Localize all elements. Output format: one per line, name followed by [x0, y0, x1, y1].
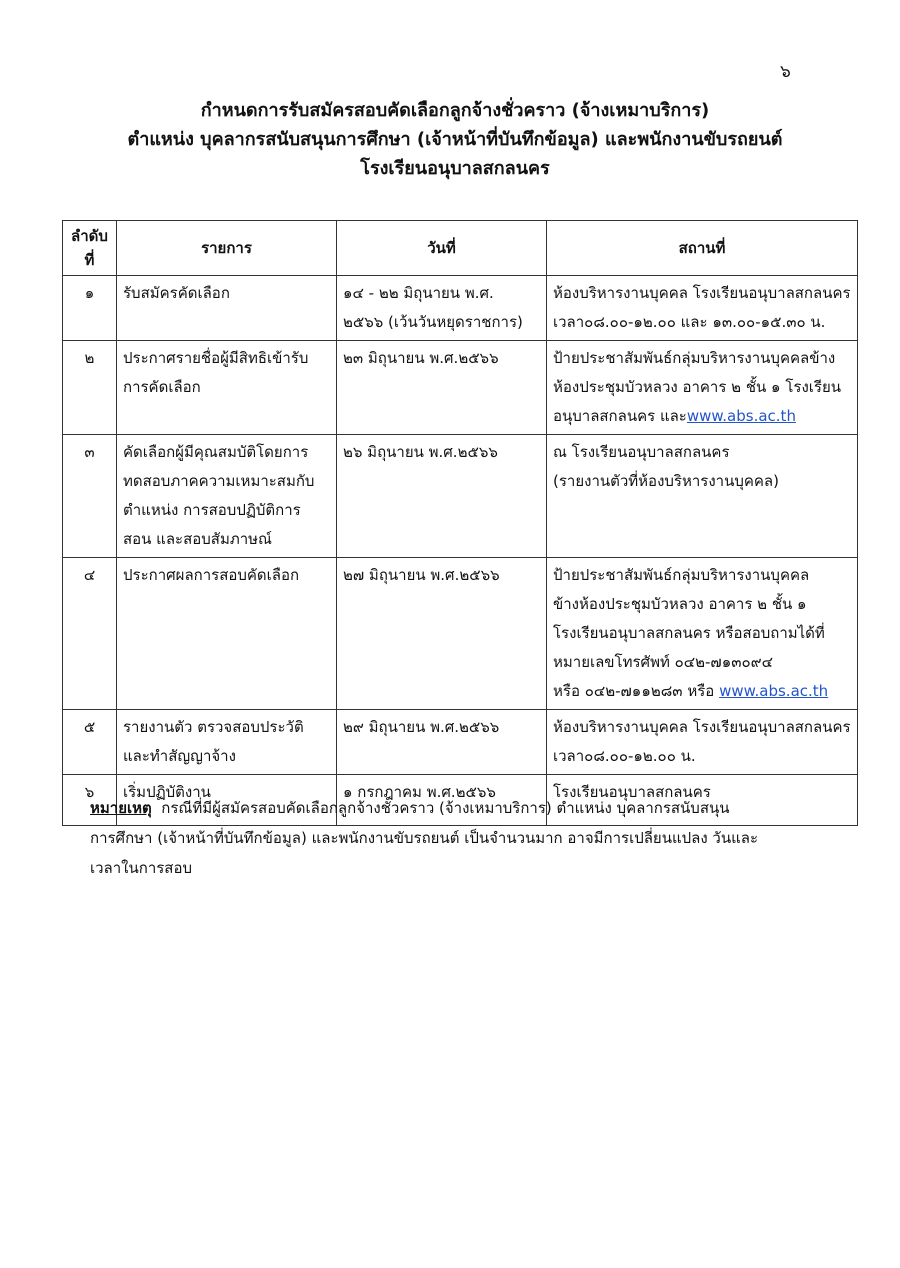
header-no-line-1: ลำดับ: [71, 227, 108, 245]
table-row: [63, 710, 858, 775]
website-link[interactable]: www.abs.ac.th: [719, 682, 829, 700]
row-number: ๔: [63, 558, 117, 710]
note-line-3: เวลาในการสอบ: [90, 859, 192, 877]
place-line: ห้องประชุมบัวหลวง อาคาร ๒ ชั้น ๑ โรงเรียน: [553, 378, 841, 396]
row-date: [337, 276, 547, 341]
row-item: [117, 341, 337, 435]
row-number: ๖: [63, 775, 117, 826]
date-line: ๒๗ มิถุนายน พ.ศ.๒๕๖๖: [343, 566, 500, 584]
row-date: [337, 558, 547, 710]
place-line: โรงเรียนอนุบาลสกลนคร: [553, 783, 711, 801]
document-title: [60, 96, 850, 183]
row-item: [117, 276, 337, 341]
header-place: สถานที่: [547, 221, 858, 276]
schedule-table: [62, 220, 858, 826]
place-text: อนุบาลสกลนคร และ: [553, 407, 687, 425]
place-line: โรงเรียนอนุบาลสกลนคร หรือสอบถามได้ที่: [553, 624, 825, 642]
row-number: ๕: [63, 710, 117, 775]
title-line-2: ตำแหน่ง บุคลากรสนับสนุนการศึกษา (เจ้าหน้าที่บันทึกข้อมูล) และพนักงานขับรถยนต์: [127, 129, 783, 150]
item-line: ประกาศรายชื่อผู้มีสิทธิเข้ารับ: [123, 349, 309, 367]
table-row: [63, 558, 858, 710]
note-line-2: การศึกษา (เจ้าหน้าที่บันทึกข้อมูล) และพนักงานขับรถยนต์ เป็นจำนวนมาก อาจมีการเปลี่ยนแปลง วันและ: [90, 829, 759, 847]
place-line: ป้ายประชาสัมพันธ์กลุ่มบริหารงานบุคคล: [553, 566, 810, 584]
item-line: เริ่มปฏิบัติงาน: [123, 783, 211, 801]
place-line: ณ โรงเรียนอนุบาลสกลนคร: [553, 443, 730, 461]
row-place: [547, 558, 858, 710]
place-text: หรือ ๐๔๒-๗๑๑๒๘๓ หรือ: [553, 682, 715, 700]
remark-note: [90, 793, 810, 883]
note-label: หมายเหตุ: [90, 799, 152, 817]
row-item: [117, 435, 337, 558]
item-line: ประกาศผลการสอบคัดเลือก: [123, 566, 300, 584]
title-line-3: โรงเรียนอนุบาลสกลนคร: [360, 158, 550, 179]
row-item: [117, 558, 337, 710]
date-line: ๒๖ มิถุนายน พ.ศ.๒๕๖๖: [343, 443, 498, 461]
table-row: [63, 276, 858, 341]
place-line: (รายงานตัวที่ห้องบริหารงานบุคคล): [553, 472, 779, 490]
item-line: ทดสอบภาคความเหมาะสมกับ: [123, 472, 315, 490]
header-no: [63, 221, 117, 276]
title-line-1: กำหนดการรับสมัครสอบคัดเลือกลูกจ้างชั่วคราว (จ้างเหมาบริการ): [200, 100, 710, 121]
date-line: ๑ กรกฎาคม พ.ศ.๒๕๖๖: [343, 783, 496, 801]
date-line: ๑๔ - ๒๒ มิถุนายน พ.ศ.: [343, 284, 494, 302]
row-date: [337, 435, 547, 558]
item-line: รับสมัครคัดเลือก: [123, 284, 230, 302]
header-item: รายการ: [117, 221, 337, 276]
item-line: ตำแหน่ง การสอบปฏิบัติการ: [123, 501, 301, 519]
date-line: ๒๓ มิถุนายน พ.ศ.๒๕๖๖: [343, 349, 499, 367]
row-place: [547, 341, 858, 435]
place-line: ข้างห้องประชุมบัวหลวง อาคาร ๒ ชั้น ๑: [553, 595, 807, 613]
place-line: ป้ายประชาสัมพันธ์กลุ่มบริหารงานบุคคลข้าง: [553, 349, 836, 367]
table-row: [63, 341, 858, 435]
row-number: ๒: [63, 341, 117, 435]
place-line: เวลา๐๘.๐๐-๑๒.๐๐ น.: [553, 747, 696, 765]
website-link[interactable]: www.abs.ac.th: [686, 407, 796, 425]
header-no-line-2: ที่: [84, 251, 95, 269]
row-place: [547, 435, 858, 558]
date-line: ๒๕๖๖ (เว้นวันหยุดราชการ): [343, 313, 523, 331]
row-number: ๓: [63, 435, 117, 558]
note-line-1: [90, 793, 810, 823]
place-line: [553, 677, 851, 706]
row-place: [547, 710, 858, 775]
item-line: การคัดเลือก: [123, 378, 201, 396]
place-line: หมายเลขโทรศัพท์ ๐๔๒-๗๑๓๐๙๔: [553, 653, 773, 671]
place-line: ห้องบริหารงานบุคคล โรงเรียนอนุบาลสกลนคร: [553, 284, 851, 302]
row-date: [337, 710, 547, 775]
table-row: [63, 435, 858, 558]
date-line: ๒๙ มิถุนายน พ.ศ.๒๕๖๖: [343, 718, 500, 736]
item-line: สอน และสอบสัมภาษณ์: [123, 530, 272, 548]
place-line: [553, 402, 851, 431]
place-line: ห้องบริหารงานบุคคล โรงเรียนอนุบาลสกลนคร: [553, 718, 851, 736]
place-line: เวลา๐๘.๐๐-๑๒.๐๐ และ ๑๓.๐๐-๑๕.๓๐ น.: [553, 313, 826, 331]
table-header-row: [63, 221, 858, 276]
page-number: ๖: [780, 62, 791, 82]
item-line: รายงานตัว ตรวจสอบประวัติ: [123, 718, 304, 736]
item-line: คัดเลือกผู้มีคุณสมบัติโดยการ: [123, 443, 309, 461]
row-place: [547, 276, 858, 341]
row-date: [337, 341, 547, 435]
row-number: ๑: [63, 276, 117, 341]
note-text-1: กรณีที่มีผู้สมัครสอบคัดเลือกลูกจ้างชั่วคราว (จ้างเหมาบริการ) ตำแหน่ง บุคลากรสนับสนุน: [161, 799, 730, 817]
header-date: วันที่: [337, 221, 547, 276]
item-line: และทำสัญญาจ้าง: [123, 747, 236, 765]
row-item: [117, 710, 337, 775]
